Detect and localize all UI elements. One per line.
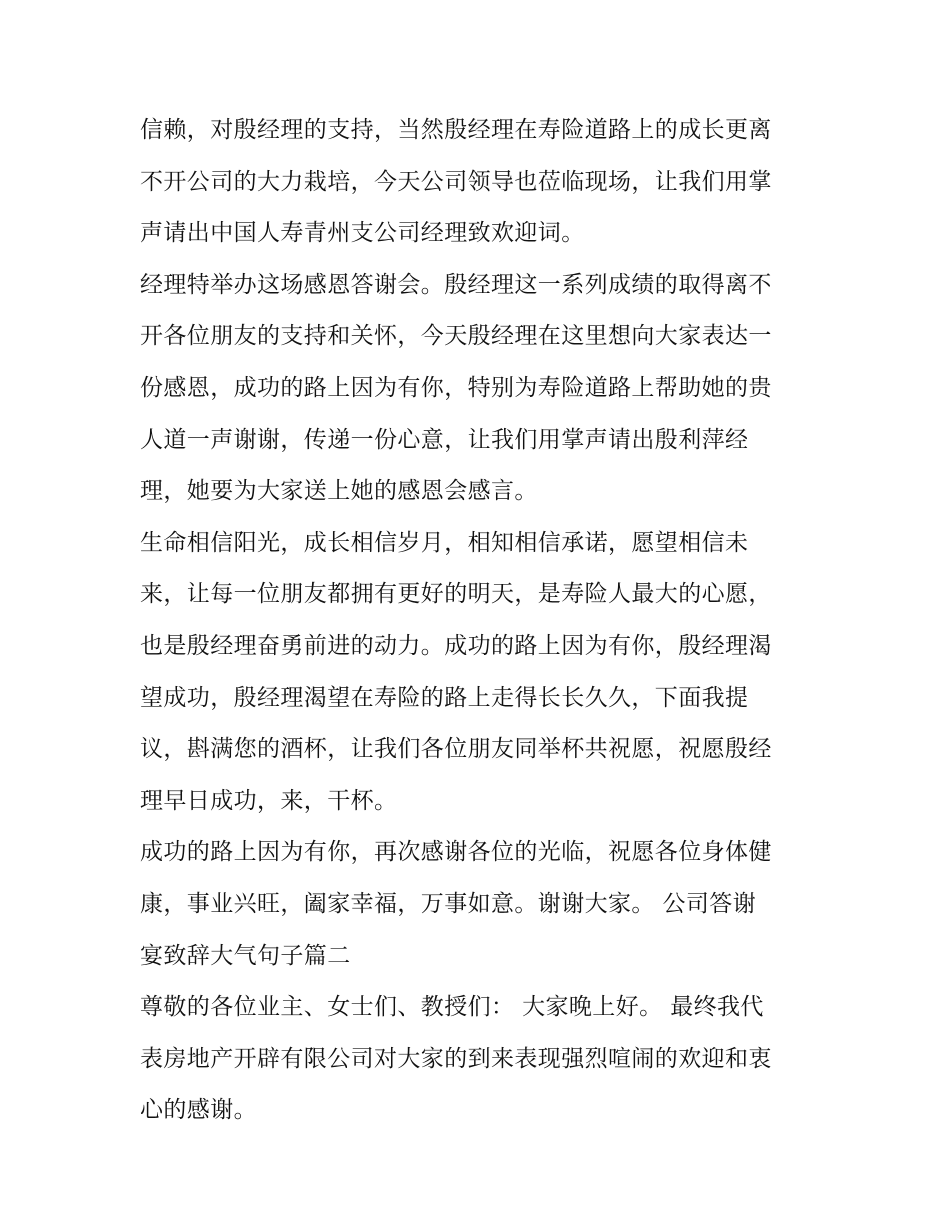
section-heading: 宴致辞大气句子篇二: [140, 942, 351, 969]
text-line: 人道一声谢谢，传递一份心意，让我们用掌声请出殷利萍经: [140, 426, 749, 453]
text-line: 份感恩，成功的路上因为有你，特别为寿险道路上帮助她的贵: [140, 374, 772, 401]
text-line: 来，让每一位朋友都拥有更好的明天，是寿险人最大的心愿，: [140, 581, 772, 608]
text-line: 声请出中国人寿青州支公司经理致欢迎词。: [140, 220, 585, 247]
text-line: 成功的路上因为有你，再次感谢各位的光临，祝愿各位身体健: [140, 839, 772, 866]
text-line: 理早日成功，来，干杯。: [140, 787, 398, 814]
body-text: [140, 105, 820, 1137]
text-line: 开各位朋友的支持和关怀，今天殷经理在这里想向大家表达一: [140, 323, 772, 350]
text-line: 尊敬的各位业主、女士们、教授们： 大家晚上好。 最终我代: [140, 994, 764, 1021]
text-line: 不开公司的大力栽培，今天公司领导也莅临现场，让我们用掌: [140, 168, 772, 195]
text-line: 议，斟满您的酒杯，让我们各位朋友同举杯共祝愿，祝愿殷经: [140, 736, 772, 763]
text-line: 望成功，殷经理渴望在寿险的路上走得长长久久，下面我提: [140, 684, 749, 711]
text-line: 生命相信阳光，成长相信岁月，相知相信承诺，愿望相信未: [140, 529, 749, 556]
text-line: 信赖，对殷经理的支持，当然殷经理在寿险道路上的成长更离: [140, 117, 772, 143]
text-line: 经理特举办这场感恩答谢会。殷经理这一系列成绩的取得离不: [140, 271, 772, 298]
text-line: 表房地产开辟有限公司对大家的到来表现强烈喧闹的欢迎和衷: [140, 1045, 772, 1072]
text-line: 也是殷经理奋勇前进的动力。成功的路上因为有你，殷经理渴: [140, 632, 772, 659]
text-line: 心的感谢。: [140, 1097, 257, 1124]
text-line: 康，事业兴旺，阖家幸福，万事如意。谢谢大家。 公司答谢: [140, 890, 757, 917]
text-line: 理，她要为大家送上她的感恩会感言。: [140, 478, 538, 505]
